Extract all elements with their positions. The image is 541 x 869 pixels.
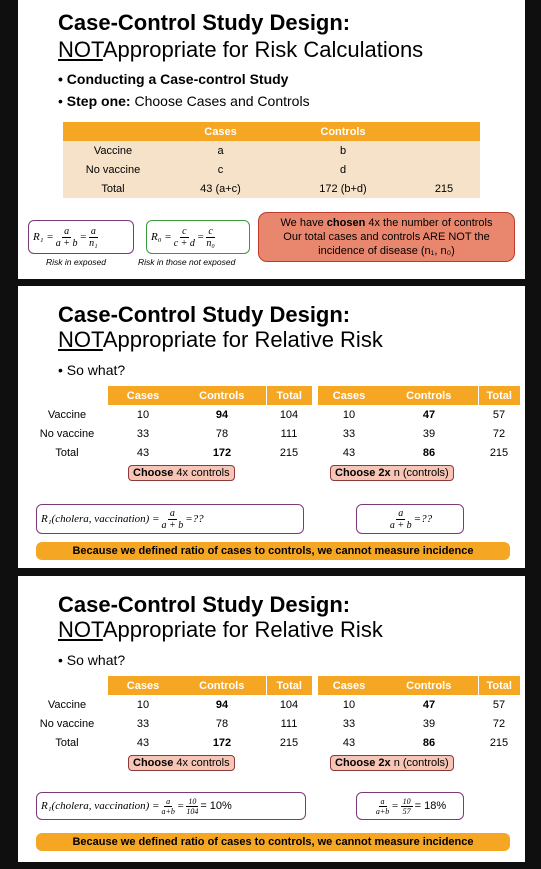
equals-sign: = — [176, 800, 185, 812]
relative-risk-formula-left — [36, 504, 304, 534]
table-cell: 43 — [342, 736, 356, 749]
table-cell: 215 — [279, 736, 299, 749]
callout-line3: incidence of disease (n₁, n₀) — [318, 245, 455, 257]
table-row — [26, 405, 312, 424]
table-row — [26, 714, 312, 733]
table-cell: No vaccine — [39, 717, 95, 730]
table-header: Controls — [320, 125, 366, 138]
table-header — [63, 122, 163, 141]
formula-label: R₁(cholera, vaccination) = — [41, 513, 160, 525]
table-cell: 94 — [215, 408, 229, 421]
slide-risk-calculations — [18, 0, 525, 279]
formula-tail: =?? — [413, 513, 433, 525]
title-not: NOT — [58, 327, 103, 352]
bullet-step-one-bold: Step one: — [66, 93, 131, 109]
fraction: $\frac{a}{\text{n₁}}$ — [89, 225, 98, 249]
table-header-row — [318, 386, 520, 405]
slide-title: Case-Control Study Design: — [58, 10, 351, 35]
table-cell: 47 — [422, 408, 436, 421]
table-cell: Vaccine — [93, 144, 133, 157]
table-cell: c — [217, 163, 224, 176]
table-header-row — [63, 122, 480, 141]
table-cell: 43 — [136, 736, 150, 749]
title-not: NOT — [58, 37, 103, 62]
choose-4x-tag: Choose 4x controls — [128, 465, 235, 481]
table-cell — [408, 141, 480, 160]
title-not: NOT — [58, 617, 103, 642]
bullet-so-what: • So what? — [58, 362, 125, 378]
table-header-row — [26, 676, 312, 695]
relative-risk-formula-left — [36, 792, 306, 820]
table-cell: 72 — [492, 427, 506, 440]
table-cell: Total — [55, 446, 79, 459]
slide-title: Case-Control Study Design: — [58, 592, 351, 617]
cases-controls-table — [63, 122, 480, 198]
table-row — [63, 160, 480, 179]
risk-result: = 10% — [200, 800, 232, 812]
left-data-table — [26, 676, 312, 752]
table-header: Controls — [406, 389, 452, 402]
incidence-banner: Because we defined ratio of cases to controls, we cannot measure incidence — [36, 542, 510, 560]
table-cell: No vaccine — [85, 163, 141, 176]
incidence-banner: Because we defined ratio of cases to controls, we cannot measure incidence — [36, 833, 510, 851]
slide-subtitle — [58, 37, 423, 63]
choose-2x-tag: Choose 2x n (controls) — [330, 465, 454, 481]
table-header-row — [318, 676, 520, 695]
table-cell: 78 — [215, 717, 229, 730]
risk-result: = 18% — [414, 800, 447, 812]
table-header: Cases — [126, 679, 160, 692]
table-cell: 39 — [422, 717, 436, 730]
fraction: $\frac{a}{a + b}$ — [55, 225, 78, 249]
slide-relative-risk-solved — [18, 576, 525, 862]
table-cell: 215 — [279, 446, 299, 459]
slide-title: Case-Control Study Design: — [58, 302, 351, 327]
table-row — [318, 714, 520, 733]
table-cell: 104 — [279, 408, 299, 421]
table-header: Cases — [126, 389, 160, 402]
relative-risk-formula-right — [356, 504, 464, 534]
risk-exposed-caption: Risk in exposed — [46, 257, 107, 267]
table-cell: 39 — [422, 427, 436, 440]
bullet-step-one — [58, 93, 310, 109]
controls-callout — [258, 212, 515, 262]
formula-tail: =?? — [185, 513, 204, 525]
table-cell: 72 — [492, 717, 506, 730]
choose-2x-tag: Choose 2x n (controls) — [330, 755, 454, 771]
table-cell: Total — [55, 736, 79, 749]
table-cell: 172 — [212, 446, 232, 459]
table-row — [318, 443, 520, 462]
formula-label: R₁ = — [33, 231, 54, 243]
table-row — [318, 733, 520, 752]
table-header — [26, 386, 108, 405]
table-row — [318, 695, 520, 714]
table-cell: 47 — [422, 698, 436, 711]
table-cell: Total — [101, 182, 125, 195]
relative-risk-formula-right — [356, 792, 464, 820]
table-cell: 78 — [215, 427, 229, 440]
table-header: Total — [478, 386, 520, 405]
table-cell: 57 — [492, 408, 506, 421]
table-cell: 215 — [489, 736, 509, 749]
equals-sign: = — [391, 800, 399, 812]
title-rest: Appropriate for Risk Calculations — [102, 37, 424, 62]
table-row — [26, 424, 312, 443]
fraction: $\frac{10}{57}$ — [402, 796, 411, 816]
risk-unexposed-formula — [146, 220, 250, 254]
fraction: $\frac{c}{\text{n₀}}$ — [206, 225, 215, 249]
choose-4x-tag: Choose 4x controls — [128, 755, 235, 771]
table-cell: 86 — [422, 736, 436, 749]
table-cell: 57 — [492, 698, 506, 711]
table-header: Controls — [406, 679, 452, 692]
table-cell: 10 — [342, 408, 356, 421]
table-row — [26, 443, 312, 462]
equals-sign: = — [196, 231, 205, 243]
table-cell: 43 — [136, 446, 150, 459]
table-header: Cases — [332, 389, 366, 402]
table-header: Total — [266, 386, 312, 405]
table-cell: 43 — [342, 446, 356, 459]
table-cell: 10 — [136, 698, 150, 711]
risk-unexposed-caption: Risk in those not exposed — [138, 257, 236, 267]
slide-subtitle — [58, 617, 383, 643]
table-cell: 33 — [342, 717, 356, 730]
table-header — [26, 676, 108, 695]
table-cell — [408, 160, 480, 179]
formula-label: R₁(cholera, vaccination) = — [41, 800, 160, 812]
fraction: $\frac{a}{a+b}$ — [375, 796, 390, 816]
table-header — [408, 122, 480, 141]
table-cell: 215 — [434, 182, 454, 195]
table-cell: 215 — [489, 446, 509, 459]
table-cell: 10 — [136, 408, 150, 421]
table-header: Total — [478, 676, 520, 695]
table-cell: 86 — [422, 446, 436, 459]
bullet-so-what: • So what? — [58, 652, 125, 668]
table-cell: 111 — [280, 427, 298, 440]
fraction: $\frac{10}{104}$ — [186, 796, 199, 816]
formula-label: R₀ = — [151, 231, 172, 243]
table-header: Total — [266, 676, 312, 695]
table-cell: d — [339, 163, 347, 176]
table-row — [63, 179, 480, 198]
bullet-step-one-rest: Choose Cases and Controls — [134, 93, 310, 109]
table-cell: 111 — [280, 717, 298, 730]
fraction: $\frac{a}{a + b}$ — [161, 507, 184, 531]
table-cell: 172 (b+d) — [319, 182, 367, 195]
table-cell: No vaccine — [39, 427, 95, 440]
callout-line1: We have chosen 4x the number of controls — [280, 217, 493, 229]
table-cell: 33 — [136, 427, 150, 440]
right-data-table — [318, 386, 520, 462]
risk-exposed-formula — [28, 220, 134, 254]
table-row — [318, 424, 520, 443]
table-row — [26, 695, 312, 714]
right-data-table — [318, 676, 520, 752]
fraction: $\frac{c}{c + d}$ — [173, 225, 195, 249]
bullet-conducting: • Conducting a Case-control Study — [58, 71, 288, 87]
table-cell: Vaccine — [47, 698, 87, 711]
table-cell: 33 — [136, 717, 150, 730]
callout-line2: Our total cases and controls ARE NOT the — [283, 231, 490, 243]
table-cell: 33 — [342, 427, 356, 440]
slide-subtitle — [58, 327, 383, 353]
fraction: $\frac{a}{a + b}$ — [389, 507, 412, 531]
table-row — [26, 733, 312, 752]
table-header-row — [26, 386, 312, 405]
title-rest: Appropriate for Relative Risk — [102, 327, 383, 352]
table-header: Cases — [204, 125, 237, 138]
table-cell: 104 — [279, 698, 299, 711]
slide-relative-risk-unsolved — [18, 286, 525, 568]
fraction: $\frac{a}{a+b}$ — [161, 796, 175, 816]
table-row — [318, 405, 520, 424]
equals-sign: = — [79, 231, 87, 243]
table-cell: 94 — [215, 698, 229, 711]
table-cell: 10 — [342, 698, 356, 711]
title-rest: Appropriate for Relative Risk — [102, 617, 383, 642]
left-data-table — [26, 386, 312, 462]
table-row — [63, 141, 480, 160]
table-cell: 172 — [212, 736, 232, 749]
table-header: Controls — [199, 679, 245, 692]
table-header: Cases — [332, 679, 366, 692]
table-cell: Vaccine — [47, 408, 87, 421]
table-cell: b — [339, 144, 347, 157]
table-cell: a — [217, 144, 224, 157]
table-header: Controls — [199, 389, 245, 402]
table-cell: 43 (a+c) — [200, 182, 241, 195]
